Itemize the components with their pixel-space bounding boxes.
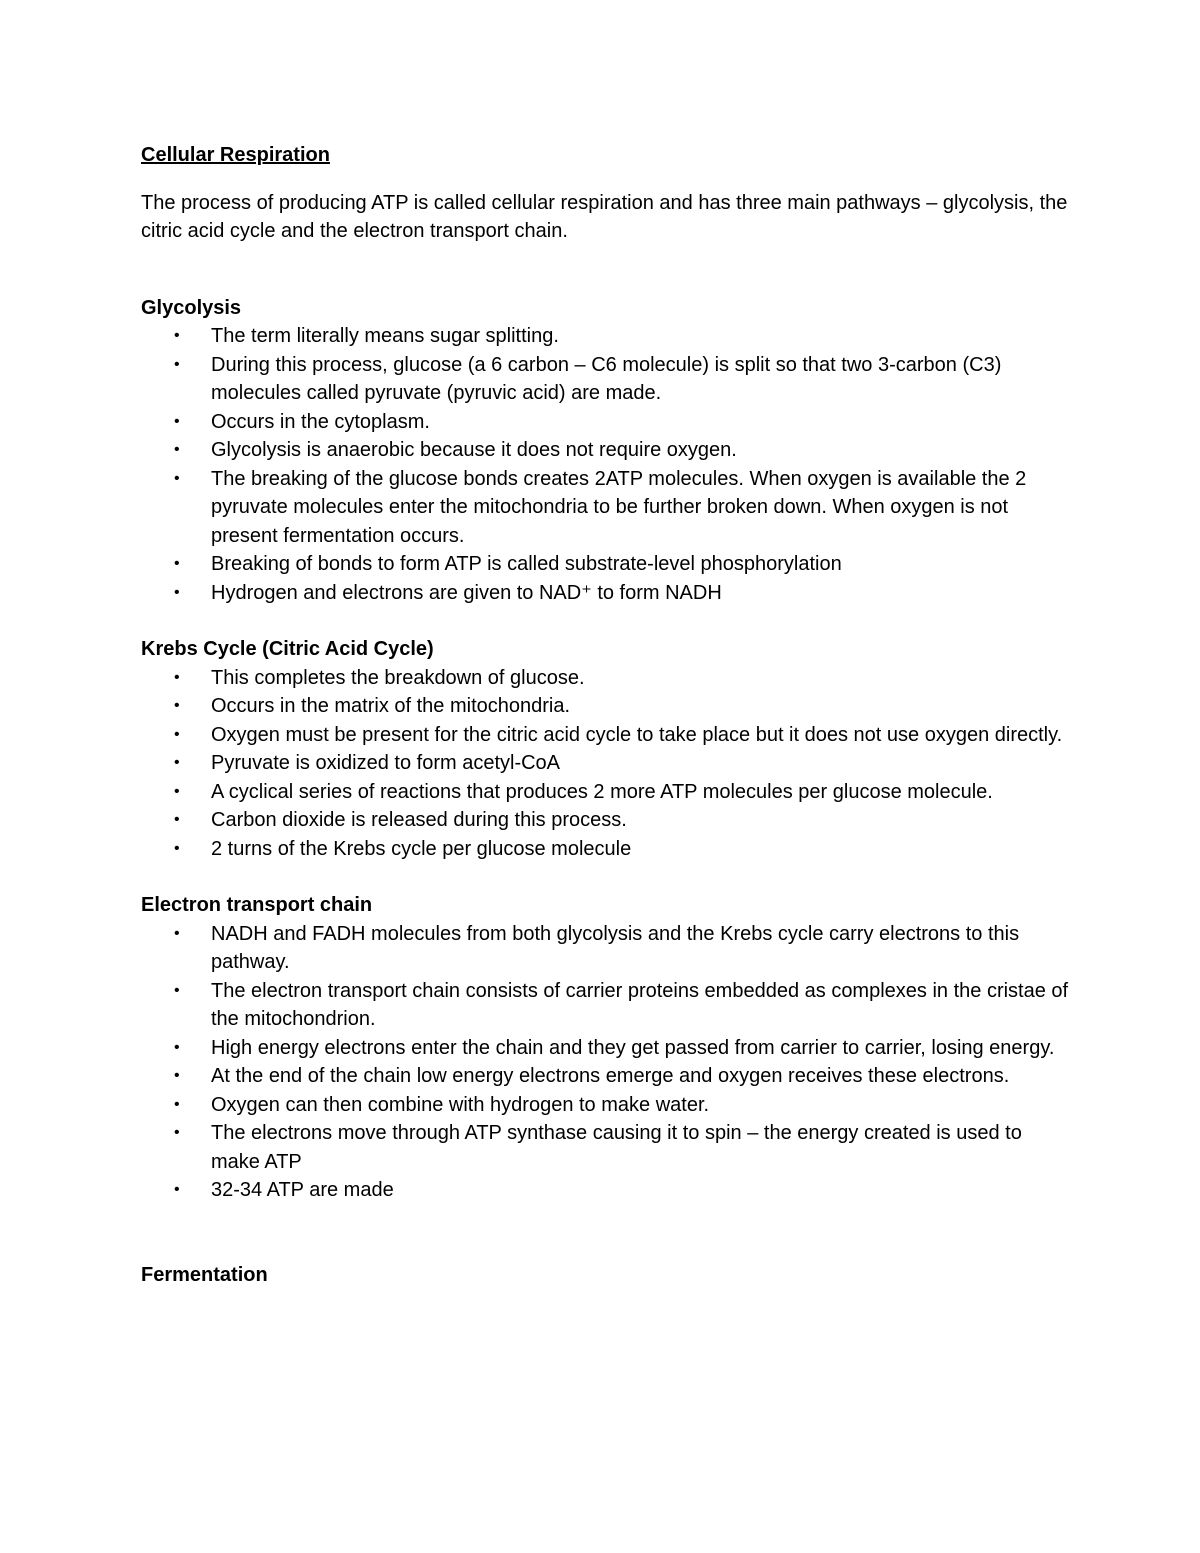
bullet-icon: •	[174, 441, 180, 458]
list-item	[141, 1091, 1071, 1120]
list-item	[141, 692, 1071, 721]
list-item	[141, 977, 1071, 1034]
section-heading-glycolysis: Glycolysis	[141, 296, 242, 319]
list-item	[141, 778, 1071, 807]
list-item	[141, 579, 1071, 608]
list-item	[141, 351, 1071, 408]
list-item-text: Occurs in the cytoplasm.	[211, 410, 430, 433]
section-heading-krebs: Krebs Cycle (Citric Acid Cycle)	[141, 638, 434, 660]
bullet-icon: •	[174, 583, 180, 601]
list-item-text: NADH and FADH molecules from both glycolysis and the Krebs cycle carry electrons to this pathway.	[211, 922, 1020, 973]
bullet-icon: •	[174, 782, 180, 800]
bullet-icon: •	[174, 839, 180, 857]
bullet-icon: •	[174, 1038, 180, 1056]
document-content	[141, 141, 1071, 1289]
list-item-text: Oxygen can then combine with hydrogen to make water.	[211, 1093, 710, 1116]
list-item	[141, 835, 1071, 864]
list-item	[141, 806, 1071, 835]
bullet-icon: •	[174, 1095, 180, 1113]
list-item-text: 32-34 ATP are made	[211, 1179, 394, 1201]
section-heading-fermentation: Fermentation	[141, 1263, 268, 1286]
list-item	[141, 749, 1071, 778]
list-item-text: Hydrogen and electrons are given to NAD⁺ to form NADH	[211, 581, 722, 604]
list-item-text: Carbon dioxide is released during this process.	[211, 809, 627, 831]
list-item	[141, 1176, 1071, 1205]
krebs-list	[141, 664, 1071, 864]
list-item-text: Pyruvate is oxidized to form acetyl-CoA	[211, 752, 561, 774]
list-item-text: 2 turns of the Krebs cycle per glucose molecule	[211, 837, 632, 860]
list-item-text: Oxygen must be present for the citric acid cycle to take place but it does not use oxygen directly.	[211, 723, 1063, 746]
section-heading-etc: Electron transport chain	[141, 894, 373, 916]
bullet-icon: •	[174, 697, 180, 714]
bullet-icon: •	[174, 555, 180, 572]
page-title: Cellular Respiration	[141, 144, 330, 166]
list-item	[141, 322, 1071, 351]
list-item-text: Occurs in the matrix of the mitochondria.	[211, 695, 571, 717]
list-item	[141, 1119, 1071, 1176]
list-item	[141, 1034, 1071, 1063]
list-item-text: The breaking of the glucose bonds creates 2ATP molecules. When oxygen is available the 2 pyruvate molecules enter the mitochondria to be further broken down. When oxygen is not present fermentation occurs.	[211, 467, 1027, 547]
list-item-text: At the end of the chain low energy electrons emerge and oxygen receives these electrons.	[211, 1065, 1010, 1087]
list-item	[141, 408, 1071, 437]
bullet-icon: •	[174, 355, 180, 373]
bullet-icon: •	[174, 412, 180, 430]
bullet-icon: •	[174, 981, 180, 999]
list-item	[141, 550, 1071, 579]
list-item-text: The electron transport chain consists of carrier proteins embedded as complexes in the cristae of the mitochondrion.	[211, 979, 1069, 1030]
list-item	[141, 920, 1071, 977]
list-item-text: This completes the breakdown of glucose.	[211, 666, 585, 689]
etc-list	[141, 920, 1071, 1205]
list-item	[141, 1062, 1071, 1091]
list-item	[141, 721, 1071, 750]
bullet-icon: •	[174, 924, 180, 942]
list-item-text: During this process, glucose (a 6 carbon – C6 molecule) is split so that two 3-carbon (C3) molecules called pyruvate (pyruvic acid) are made.	[211, 353, 1002, 404]
bullet-icon: •	[174, 469, 180, 487]
list-item-text: The term literally means sugar splitting.	[211, 325, 559, 347]
list-item	[141, 664, 1071, 693]
list-item-text: Breaking of bonds to form ATP is called substrate-level phosphorylation	[211, 553, 842, 575]
bullet-icon: •	[174, 811, 180, 828]
list-item-text: High energy electrons enter the chain and they get passed from carrier to carrier, losing energy.	[211, 1036, 1055, 1059]
bullet-icon: •	[174, 725, 180, 743]
glycolysis-list	[141, 322, 1071, 607]
bullet-icon: •	[174, 754, 180, 771]
list-item	[141, 436, 1071, 465]
list-item-text: A cyclical series of reactions that produces 2 more ATP molecules per glucose molecule.	[211, 780, 993, 803]
list-item	[141, 465, 1071, 551]
bullet-icon: •	[174, 327, 180, 344]
bullet-icon: •	[174, 1124, 180, 1141]
intro-paragraph: The process of producing ATP is called cellular respiration and has three main pathways – glycolysis, the citric acid cycle and the electron transport chain.	[141, 191, 1068, 242]
list-item-text: The electrons move through ATP synthase causing it to spin – the energy created is used to make ATP	[211, 1122, 1022, 1173]
bullet-icon: •	[174, 1181, 180, 1198]
bullet-icon: •	[174, 668, 180, 686]
bullet-icon: •	[174, 1067, 180, 1084]
list-item-text: Glycolysis is anaerobic because it does not require oxygen.	[211, 439, 737, 461]
